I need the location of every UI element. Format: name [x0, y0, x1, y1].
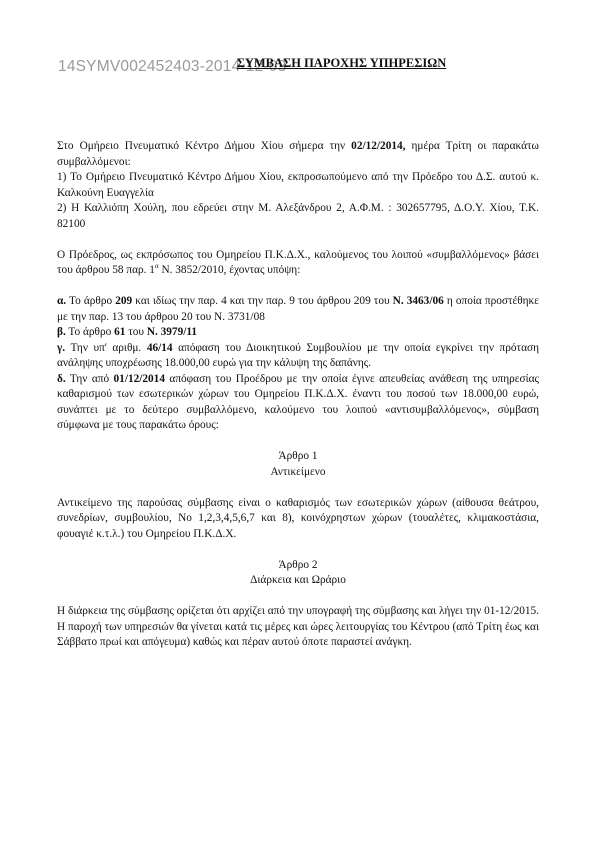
item-c-bold-1: 46/14	[146, 341, 173, 354]
article-2-subheading: Διάρκεια και Ωράριο	[250, 574, 346, 586]
party-two: 2) Η Καλλιόπη Χούλη, που εδρεύει στην Μ. Αλεξάνδρου 2, Α.Φ.Μ. : 302657795, Δ.Ο.Υ. Χίου, Τ.Κ. 82100	[57, 202, 539, 230]
item-c-label: γ.	[57, 341, 66, 354]
president-sup: α	[154, 262, 159, 271]
party-one: 1) Το Ομήρειο Πνευματικό Κέντρο Δήμου Χίου, εκπροσωπούμενο από την Πρόεδρο του Δ.Σ. αυτού κ. Καλκούνη Ευαγγελία	[57, 171, 539, 199]
item-b-bold-1: 61	[114, 326, 126, 338]
contract-date: 02/12/2014,	[351, 140, 406, 152]
item-b-bold-2: Ν. 3979/11	[146, 326, 198, 338]
item-c-text-2: απόφαση του Διοικητικού Συμβουλίου με την οποία εγκρίνει την πρόταση ανάληψης υποχρέωσης 18.000,00 ευρώ για την κάλυψη της δαπάνης.	[57, 341, 540, 369]
item-d-label: δ.	[57, 372, 66, 385]
item-a-text-3: η οποία προστέθηκε με την παρ. 13 του άρθρου 20 του Ν. 3731/08	[57, 295, 539, 323]
intro-text-2: ημέρα Τρίτη οι παρακάτω συμβαλλόμενοι:	[57, 140, 539, 168]
article-1-body: Αντικείμενο της παρούσας σύμβασης είναι ο καθαρισμός των εσωτερικών χώρων (αίθουσα θεάτρου, συνεδρίων, συμβουλίου, Νο 1,2,3,4,5,6,7 και 8), κοινόχρηστων χώρων (τουαλέτες, κλιμακοστάσια, φουαγιέ κ.τ.λ.) του Ομηρείου Π.Κ.Δ.Χ.	[57, 496, 539, 540]
article-1-subheading: Αντικείμενο	[270, 465, 326, 478]
president-paragraph	[57, 248, 539, 279]
item-d-text-2: απόφαση του Προέδρου με την οποία έγινε απευθείας ανάθεση της υπηρεσίας καθαρισμού των εσωτερικών χώρων του Ομηρείου Π.Κ.Δ.Χ. έναντι του ποσού των 18.000,00 ευρώ, συνάπτει με το δεύτερο συμβαλλόμενο, καλούμενο του λοιπού «αντισυμβαλλόμενος», σύμβαση σύμφωνα με τους παρακάτω όρους:	[57, 372, 539, 431]
intro-text-1: Στο Ομήρειο Πνευματικό Κέντρο Δήμου Χίου σήμερα την	[57, 140, 352, 152]
article-2-body: Η διάρκεια της σύμβασης ορίζεται ότι αρχίζει από την υπογραφή της σύμβασης και λήγει την 01-12/2015. Η παροχή των υπηρεσιών θα γίνεται κατά τις μέρες και ώρες λειτουργίας του Κέντρου (από Τρίτη έως και Σάββατο πρωί και απόγευμα) καθώς και πέραν αυτού όποτε παραστεί ανάγκη.	[57, 605, 539, 648]
item-c	[57, 341, 539, 372]
item-a-bold-2: Ν. 3463/06	[392, 295, 444, 307]
item-a-bold-1: 209	[115, 295, 133, 307]
president-text-1: Ο Πρόεδρος, ως εκπρόσωπος του Ομηρείου Π.Κ.Δ.Χ., καλούμενος του λοιπού «συμβαλλόμενος» βάσει του άρθρου 58 παρ. 1	[57, 248, 539, 276]
item-c-text-1: Την υπ' αριθμ.	[65, 341, 147, 354]
item-a-label: α.	[57, 295, 67, 307]
item-b-label: β.	[57, 326, 66, 338]
item-a-text-1: Το άρθρο	[66, 295, 116, 307]
article-1-heading: Άρθρο 1	[278, 450, 318, 462]
document-title: ΣΥΜΒΑΣΗ ΠΑΡΟΧΗΣ ΥΠΗΡΕΣΙΩΝ	[236, 56, 447, 70]
document-body	[57, 139, 539, 651]
document-stamp-id: 14SYMV002452403-2014-12-03	[58, 58, 287, 75]
item-a	[57, 294, 539, 325]
president-text-2: Ν. 3852/2010, έχοντας υπόψη:	[158, 264, 301, 276]
item-d-text-1: Την από	[65, 372, 114, 385]
item-b-text-2: του	[125, 326, 147, 338]
item-d	[57, 372, 539, 434]
item-d-bold-1: 01/12/2014	[113, 372, 165, 385]
intro-paragraph	[57, 139, 539, 170]
article-2-heading: Άρθρο 2	[278, 558, 318, 571]
item-b	[57, 325, 539, 341]
item-a-text-2: και ιδίως την παρ. 4 και την παρ. 9 του άρθρου 209 του	[132, 295, 393, 307]
item-b-text-1: Το άρθρο	[65, 326, 115, 338]
